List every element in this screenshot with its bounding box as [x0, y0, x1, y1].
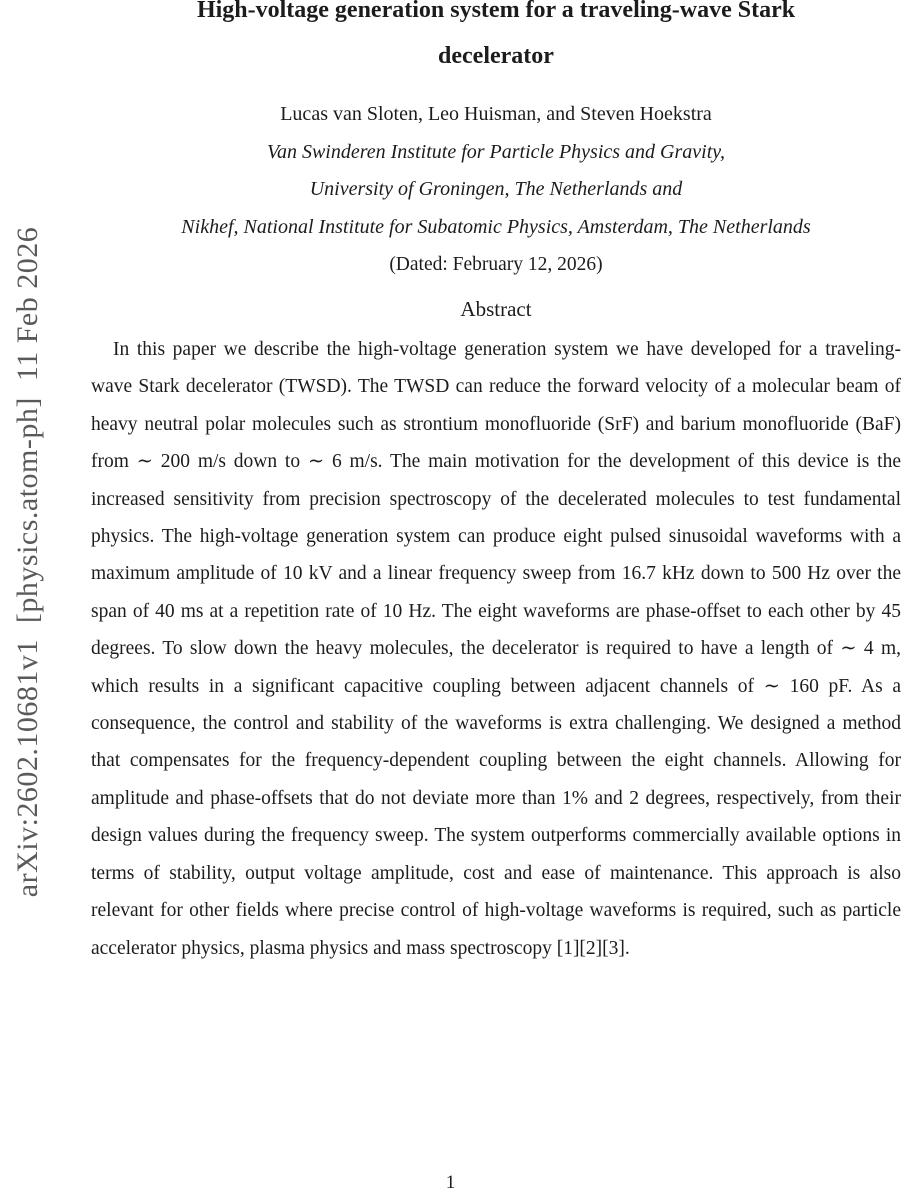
affiliation-line-1: Van Swinderen Institute for Particle Physics and Gravity, [266, 140, 726, 163]
abstract-text: In this paper we describe the high-voltage generation system we have developed for a traveling-wave Stark decelerator (TWSD). The TWSD can reduce the forward velocity of a molecular beam of heavy neutral polar molecules such as strontium monofluoride (SrF) and barium monofluoride (BaF) from ∼ 200 m/s down to ∼ 6 m/s. The main motivation for the development of this device is the increased sensitivity from precision spectroscopy of the decelerated molecules to test fundamental physics. The high-voltage generation system can produce eight pulsed sinusoidal waveforms with a maximum amplitude of 10 kV and a linear frequency sweep from 16.7 kHz down to 500 Hz over the span of 40 ms at a repetition rate of 10 Hz. The eight waveforms are phase-offset to each other by 45 degrees. To slow down the heavy molecules, the decelerator is required to have a length of ∼ 4 m, which results in a significant capacitive coupling between adjacent channels of ∼ 160 pF. As a consequence, the control and stability of the waveforms is extra challenging. We designed a method that compensates for the frequency-dependent coupling between the eight channels. Allowing for amplitude and phase-offsets that do not deviate more than 1% and 2 degrees, respectively, from their design values during the frequency sweep. The system outperforms commercially available options in terms of stability, output voltage amplitude, cost and ease of maintenance. This approach is also relevant for other fields where precise control of high-voltage waveforms is required, such as particle accelerator physics, plasma physics and mass spectroscopy [1][2][3]. [91, 339, 901, 959]
paper-title-line-2: decelerator [438, 43, 554, 69]
paper-meta [91, 96, 901, 284]
paper-title-line-1: High-voltage generation system for a traveling-wave Stark [196, 0, 796, 23]
abstract-heading: Abstract [460, 297, 532, 321]
page-number: 1 [445, 1172, 456, 1193]
author-list: Lucas van Sloten, Leo Huisman, and Steven Hoekstra [280, 103, 712, 125]
dateline: (Dated: February 12, 2026) [389, 254, 603, 275]
arxiv-watermark: arXiv:2602.10681v1 [physics.atom-ph] 11 Feb 2026 [11, 226, 44, 898]
paper-title [91, 0, 901, 79]
affiliation-line-2: University of Groningen, The Netherlands and [309, 178, 683, 200]
affiliation-line-3: Nikhef, National Institute for Subatomic Physics, Amsterdam, The Netherlands [181, 215, 811, 238]
